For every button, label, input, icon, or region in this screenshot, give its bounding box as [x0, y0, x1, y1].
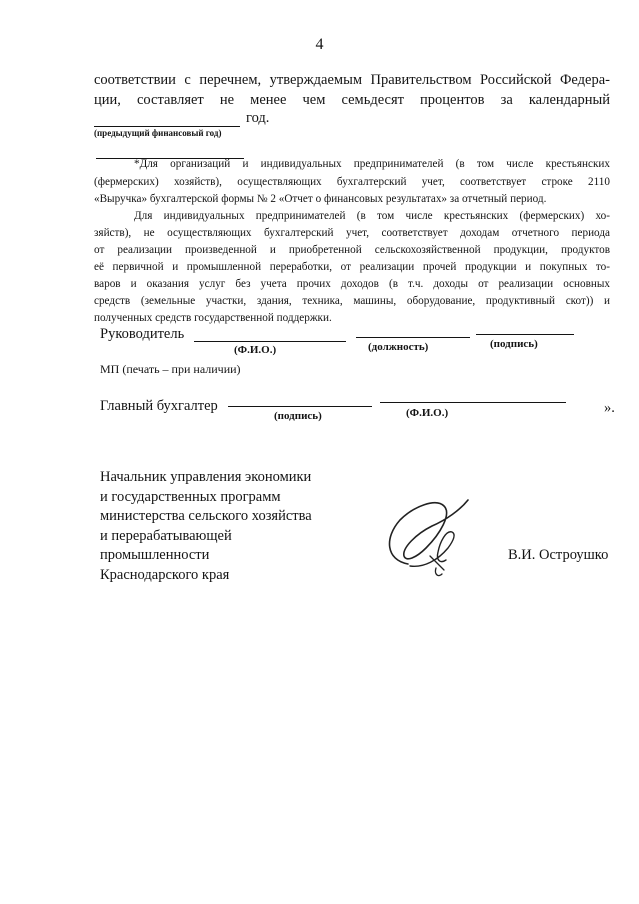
seal-note: МП (печать – при наличии)	[100, 362, 241, 376]
closing-title-line: и государственных программ	[100, 488, 281, 505]
year-blank-line	[94, 126, 240, 127]
footnote-line: от реализации произведенной и приобретенной сельскохозяйственной продукции, продуктов	[94, 244, 610, 256]
closing-title-line: Краснодарского края	[100, 566, 230, 583]
head-fio-line	[194, 341, 346, 342]
footnote-line: зяйств), не осуществляющих бухгалтерский учет, соответствует доходам отчетного периода	[94, 227, 610, 239]
footnote-line: «Выручка» бухгалтерской формы № 2 «Отчет о финансовых результатах» за отчетный период.	[94, 193, 547, 205]
footnote-line: средств (земельные участки, здания, техника, машины, оборудование, продуктивный скот)) и	[94, 295, 610, 307]
accountant-fio-caption: (Ф.И.О.)	[406, 407, 449, 419]
footnote-line: варов и оказания услуг без учета прочих доходов (в т.ч. доходы от реализации основных	[94, 278, 610, 290]
head-position-line	[356, 337, 470, 338]
head-signature-caption: (подпись)	[490, 338, 538, 350]
accountant-label: Главный бухгалтер	[100, 398, 218, 414]
footnote-line: Для индивидуальных предпринимателей (в том числе крестьянских (фермерских) хо-	[134, 210, 610, 222]
page-number: 4	[315, 36, 324, 53]
head-position-caption: (должность)	[368, 341, 429, 353]
footnote-line: *Для организаций и индивидуальных предпринимателей (в том числе крестьянских	[134, 158, 610, 170]
year-suffix: год.	[246, 110, 270, 126]
head-fio-caption: (Ф.И.О.)	[234, 344, 277, 356]
closing-title-line: министерства сельского хозяйства	[100, 508, 312, 524]
closing-title-line: Начальник управления экономики	[100, 469, 312, 485]
closing-title	[100, 468, 312, 585]
closing-quote: ».	[604, 400, 615, 416]
footnote-line: её первичной и промышленной переработки, от реализации прочей продукции и покупных то-	[94, 261, 610, 273]
head-signature-line	[476, 334, 574, 335]
signer-name: В.И. Остроушко	[508, 547, 609, 563]
footnote-line: полученных средств государственной поддержки.	[94, 312, 332, 324]
paragraph-line-2: ции, составляет не менее чем семьдесят процентов за календарный	[94, 92, 610, 108]
accountant-signature-line	[228, 406, 372, 407]
handwritten-signature	[380, 490, 500, 580]
accountant-fio-line	[380, 402, 566, 403]
head-label: Руководитель	[100, 326, 185, 342]
footnote-line: (фермерских) хозяйств), осуществляющих бухгалтерский учет, соответствует строке 2110	[94, 176, 610, 188]
closing-title-line: промышленности	[100, 547, 210, 563]
closing-title-line: и перерабатывающей	[100, 527, 232, 544]
paragraph-line-1: соответствии с перечнем, утверждаемым Правительством Российской Федера-	[94, 72, 610, 88]
year-caption: (предыдущий финансовый год)	[94, 128, 222, 138]
accountant-signature-caption: (подпись)	[274, 410, 322, 422]
